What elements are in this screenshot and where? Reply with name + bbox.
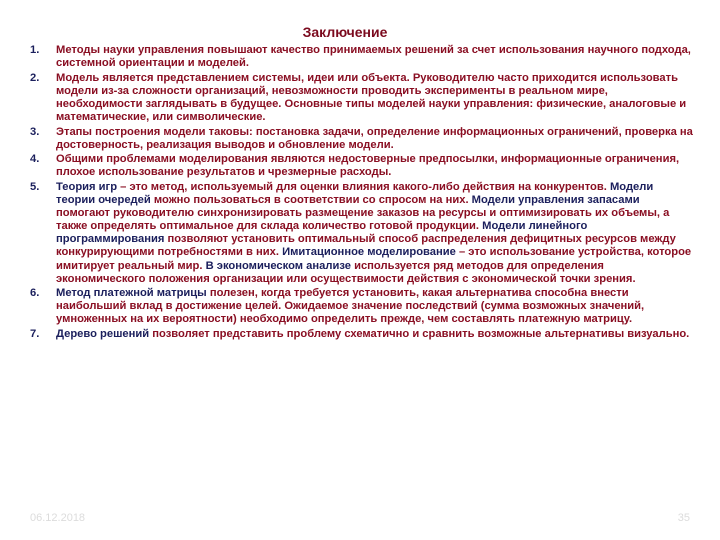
list-item — [30, 126, 694, 152]
item-term: Метод платежной матрицы — [56, 287, 207, 300]
item-text: Модель является представлением системы, идеи или объекта. Руководителю часто приходится использовать модели из-за сложности организаций, невозможности проводить эксперименты в реальном мире, необходимости заглядывать в будущее. Основные типы моделей науки управления: физические, аналоговые и математические, или символические. — [56, 71, 687, 123]
footer-date: 06.12.2018 — [30, 512, 86, 524]
list-item — [30, 287, 694, 326]
item-term: В экономическом анализе — [205, 259, 351, 272]
item-text: – это метод, используемый для оценки влияния какого-либо действия на конкурентов. — [117, 180, 610, 193]
item-term: Имитационное моделирование — [282, 246, 456, 259]
conclusion-list — [30, 44, 694, 343]
item-text: Этапы построения модели таковы: постановка задачи, определение информационных ограничений, проверка на достоверность, реализация выводов и обновление модели. — [56, 125, 693, 151]
item-text: – это использование устройства, которое имитирует реальный мир. — [56, 246, 692, 272]
item-text: позволяет представить проблему схематично и сравнить возможные альтернативы визуально. — [149, 327, 690, 340]
list-item — [30, 44, 694, 70]
slide-title: Заключение — [302, 24, 388, 40]
item-text: Методы науки управления повышают качество принимаемых решений за счет использования научного подхода, системной ориентации и моделей. — [56, 44, 691, 70]
item-text: помогают руководителю синхронизировать размещение заказов на ресурсы и оптимизировать их объемы, а также определять оптимальное для склада количество готовой продукции. — [56, 207, 670, 233]
item-term: Теория игр — [56, 180, 118, 193]
item-number: 6. — [30, 287, 40, 300]
item-term: Дерево решений — [56, 327, 150, 340]
item-text: используется ряд методов для определения экономического положения организации или осуществимости действия с экономической точки зрения. — [56, 259, 636, 285]
page-number: 35 — [677, 512, 690, 524]
item-text: полезен, когда требуется установить, какая альтернатива способна внести наибольший вклад в достижение целей. Ожидаемое значение последствий (сумма возможных значений, умноженных на их вероятности) необходимо определить прежде, чем составлять платежную матрицу. — [56, 287, 645, 326]
item-text: позволяют установить оптимальный способ распределения дефицитных ресурсов между конкурирующими потребностями в них. — [56, 233, 676, 259]
item-term: Модели линейного программирования — [56, 220, 588, 246]
item-text: можно пользоваться в соответствии со спросом на них. — [150, 194, 472, 207]
item-number: 1. — [30, 44, 40, 56]
list-item — [30, 328, 694, 341]
list-item — [30, 153, 694, 179]
item-number: 2. — [30, 71, 40, 84]
item-number: 7. — [30, 327, 40, 340]
list-item — [30, 181, 694, 286]
item-number: 4. — [30, 153, 40, 166]
item-term: Модели теории очередей — [56, 180, 654, 207]
item-number: 3. — [30, 125, 40, 138]
item-text: Общими проблемами моделирования являются недостоверные предпосылки, информационные ограничения, плохое использование результатов и чрезмерные расходы. — [56, 153, 680, 179]
item-term: Модели управления запасами — [471, 194, 640, 207]
list-item — [30, 72, 694, 124]
item-number: 5. — [30, 180, 40, 193]
